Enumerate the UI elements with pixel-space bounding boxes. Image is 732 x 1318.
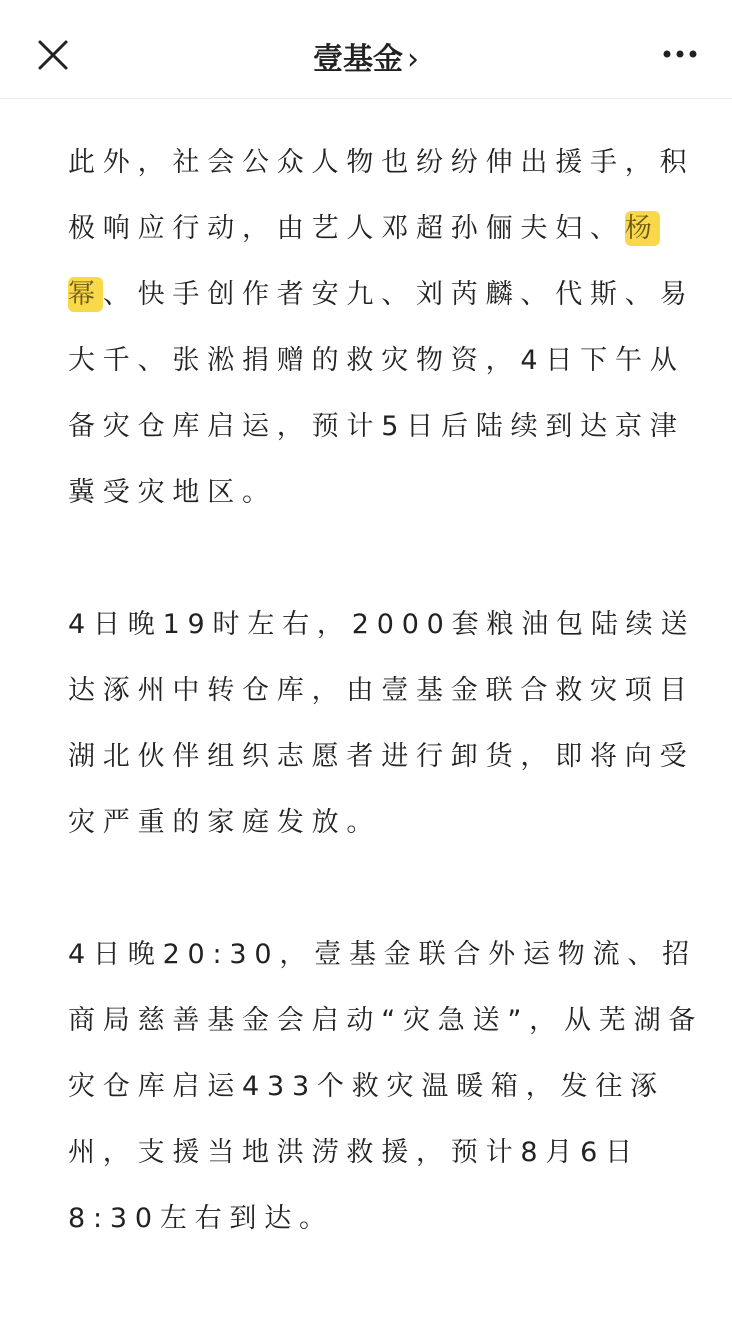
text-line: 达涿州中转仓库，由壹基金联合救灾项目: [68, 675, 695, 706]
text-line: 8:30左右到达。: [68, 1203, 334, 1234]
article-body: [68, 130, 704, 1318]
text-line: 灾严重的家庭发放。: [68, 807, 382, 838]
paragraph-warm-boxes: [68, 922, 704, 1252]
text-span: 、快手创作者安九、刘芮麟、代斯、易: [102, 279, 695, 310]
more-icon[interactable]: [662, 48, 698, 60]
paragraph-grain-oil: [68, 592, 696, 856]
text-line: 4日晚19时左右，2000套粮油包陆续送: [68, 609, 696, 640]
text-line: 湖北伙伴组织志愿者进行卸货，即将向受: [68, 741, 695, 772]
text-line: 备灾仓库启运，预计5日后陆续到达京津: [68, 411, 685, 442]
top-bar: [0, 0, 732, 99]
text-line: 商局慈善基金会启动“灾急送”，从芜湖备: [68, 1005, 704, 1036]
text-line: [68, 196, 668, 262]
text-line: 冀受灾地区。: [68, 477, 277, 508]
paragraph-donations: [68, 130, 695, 526]
account-title-link[interactable]: [0, 34, 732, 78]
highlighted-text: 杨: [624, 213, 660, 244]
text-line: 大千、张淞捐赠的救灾物资，4日下午从: [68, 345, 685, 376]
text-line: 灾仓库启运433个救灾温暖箱，发往涿: [68, 1071, 665, 1102]
highlighted-text: 幂: [68, 279, 103, 310]
text-line: 此外，社会公众人物也纷纷伸出援手，积: [68, 147, 695, 178]
account-name: 壹基金: [313, 42, 403, 77]
text-line: 州，支援当地洪涝救援，预计8月6日: [68, 1137, 640, 1168]
text-line: [68, 262, 695, 328]
text-span: 极响应行动，由艺人邓超孙俪夫妇、: [68, 213, 625, 244]
chevron-right-icon: ›: [407, 42, 419, 77]
text-line: 4日晚20:30，壹基金联合外运物流、招: [68, 939, 697, 970]
